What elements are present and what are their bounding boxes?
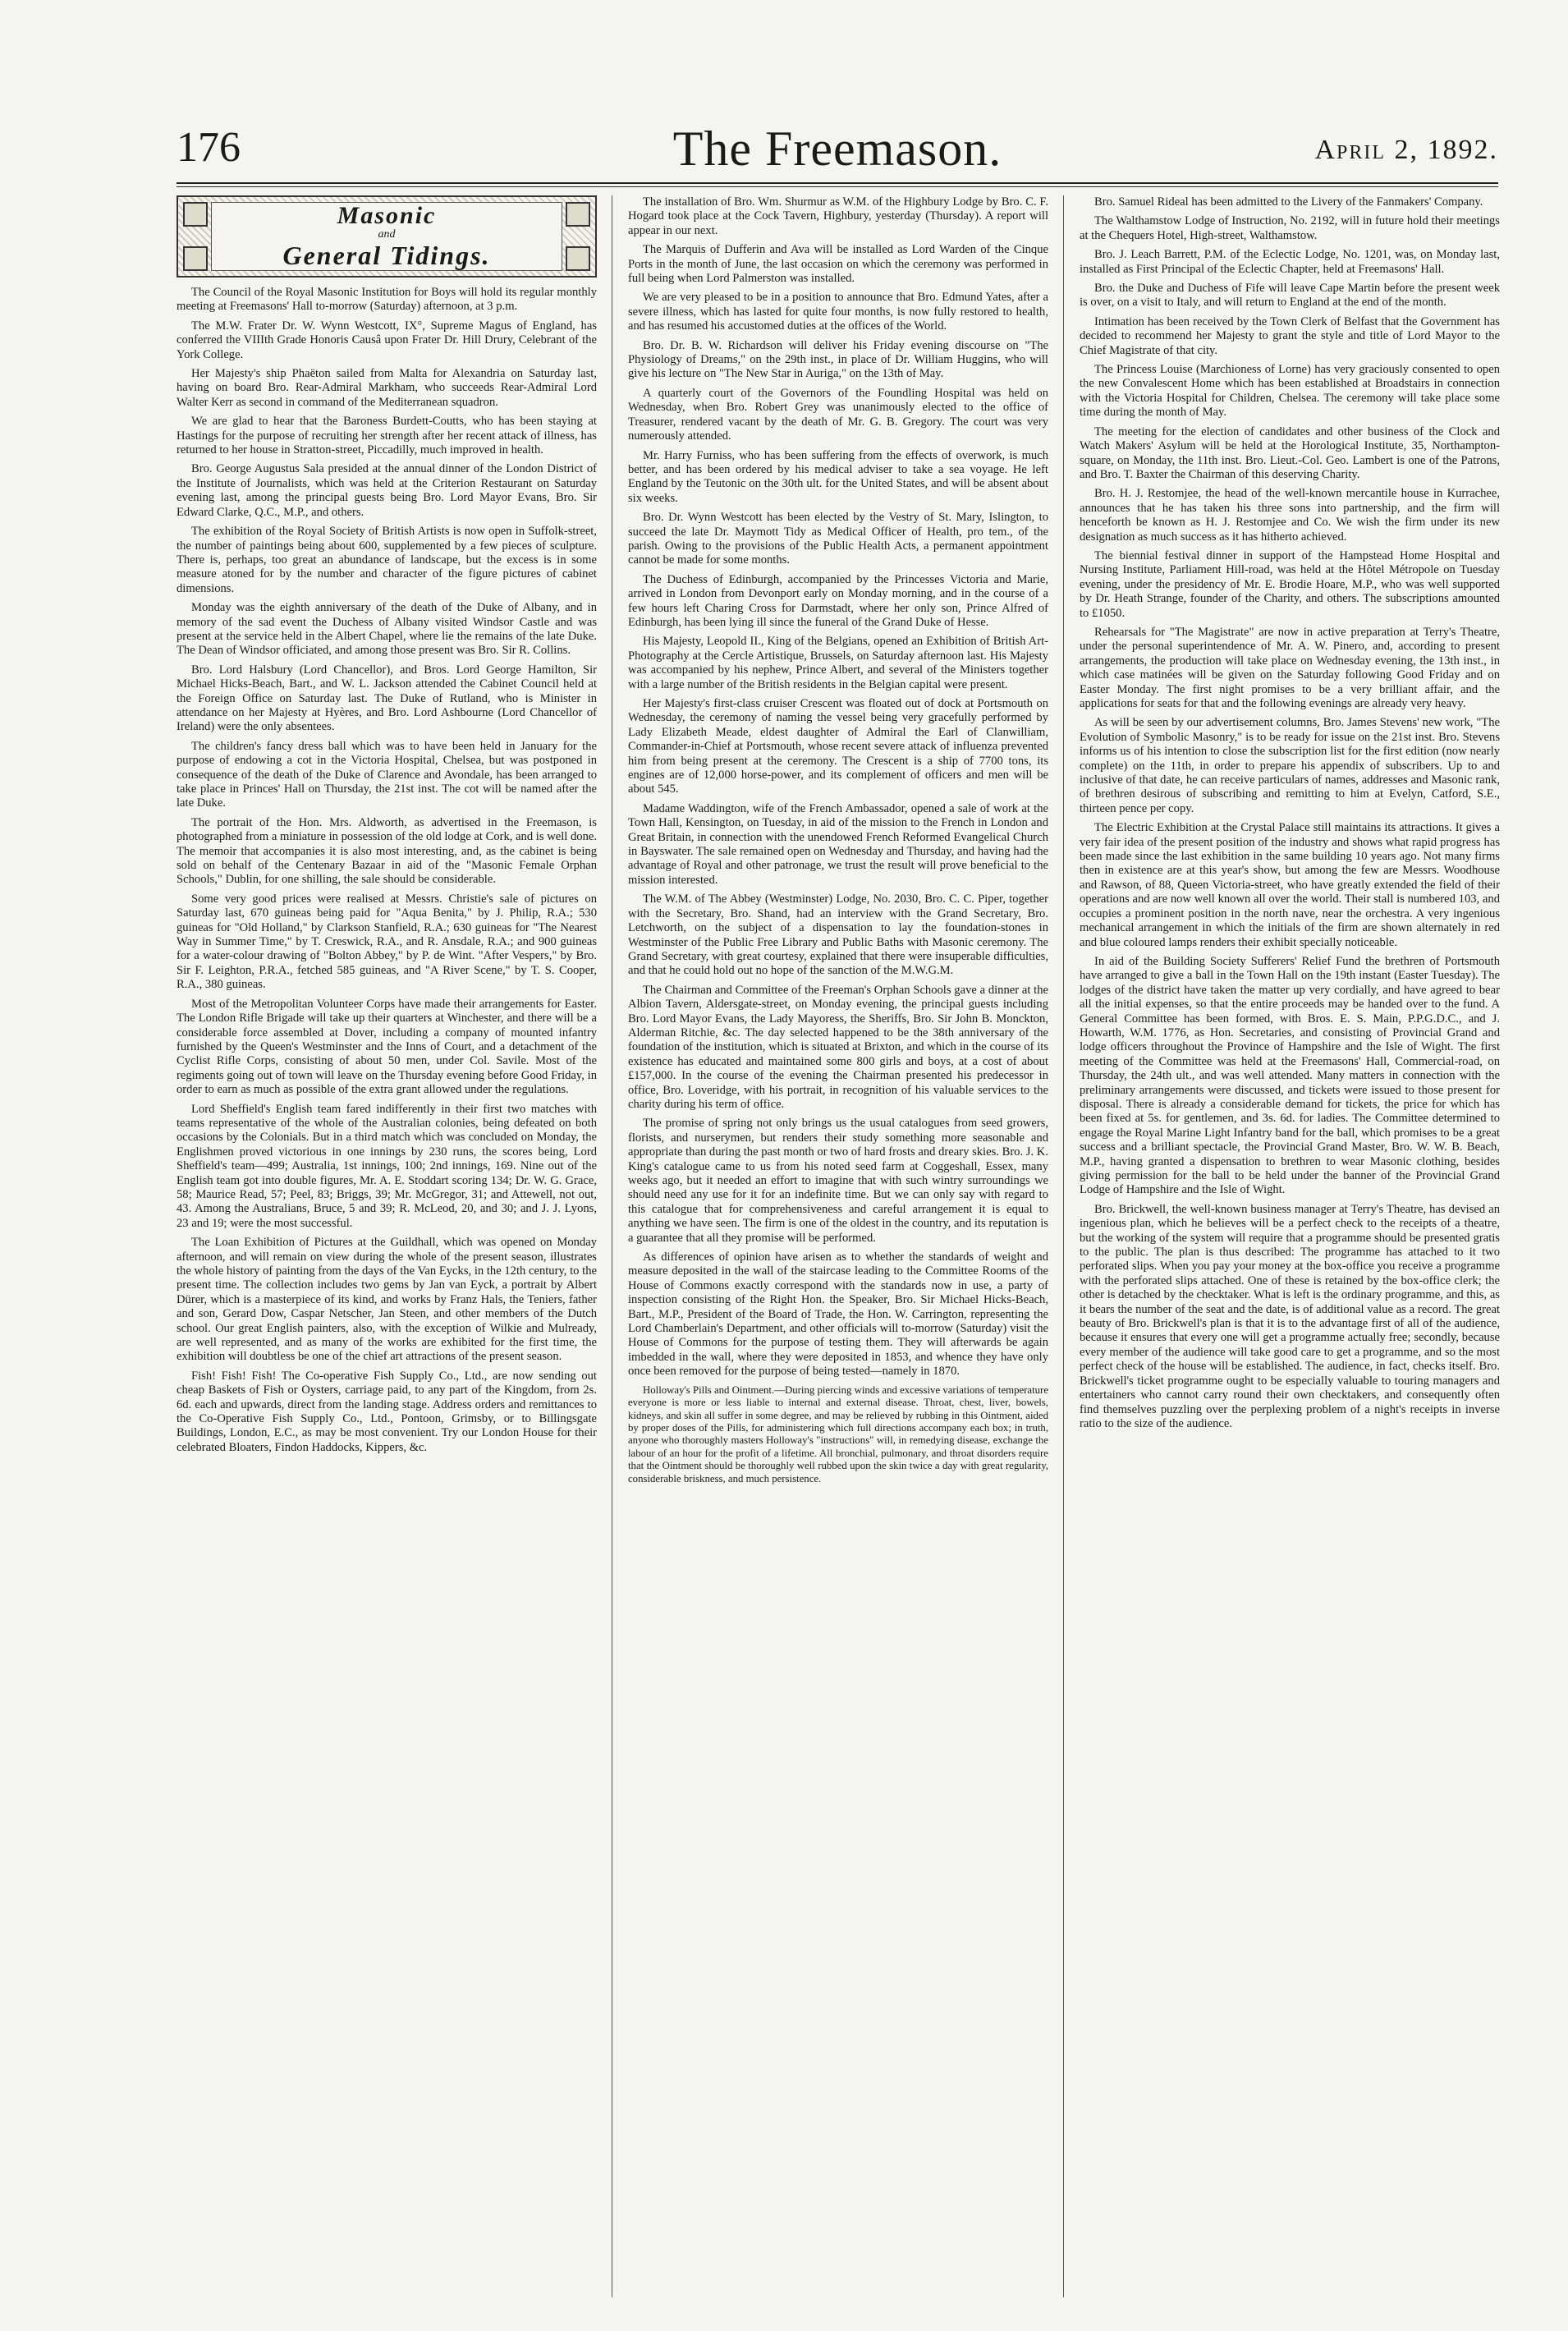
news-paragraph: Monday was the eighth anniversary of the death of the Duke of Albany, and in memory of the sad event the Duchess of Albany visited Windsor Castle and was present at the service held in the Albert Chapel, where lie the remains of the late Duke. The Dean of Windsor officiated, and among those present was Bro. Sir R. Collins. <box>177 601 597 658</box>
column-1 <box>177 195 597 2297</box>
news-paragraph: The meeting for the election of candidates and other business of the Clock and Watch Makers' Asylum will be held at the Horological Institute, 35, Northampton-square, on Monday, the 11th inst. Bro. Lieut.-Col. Geo. Lambert is one of the Patrons, and Bro. T. Baxter the Chairman of this deserving Charity. <box>1080 424 1500 481</box>
news-paragraph: Bro. the Duke and Duchess of Fife will leave Cape Martin before the present week is over, on a visit to Italy, and will return to England at the end of the month. <box>1080 282 1500 310</box>
news-paragraph: Her Majesty's ship Phaëton sailed from Malta for Alexandria on Saturday last, having on board Bro. Rear-Admiral Markham, who succeeds Rear-Admiral Lord Walter Kerr as second in command of the Mediterranean squadron. <box>177 367 597 409</box>
ornament-corner <box>183 202 208 227</box>
news-paragraph: As will be seen by our advertisement columns, Bro. James Stevens' new work, "The Evolution of Symbolic Masonry," is to be ready for issue on the 21st inst. Bro. Stevens informs us of his intention to close the subscription list for the first edition (now nearly complete) on the 11th, in order to prepare his appendix of subscribers. Up to and inclusive of that date, he can receive particulars of names, addresses and Masonic rank, of brethren desirous of subscribing and remitting to him at Evelyn, Catford, S.E., thirteen pence per copy. <box>1080 716 1500 815</box>
column-2 <box>628 195 1048 2297</box>
news-paragraph: The children's fancy dress ball which was to have been held in January for the purpose of endowing a cot in the Victoria Hospital, Chelsea, but was postponed in consequence of the death of the Duke of Clarence and Avondale, has been arranged to take place in Princes' Hall on Thursday, the 21st inst. The cot will be named after the late Duke. <box>177 739 597 810</box>
news-paragraph: Bro. George Augustus Sala presided at the annual dinner of the London District of the Institute of Journalists, which was held at the Criterion Restaurant on Saturday evening last, among the principal guests being Bro. Lord Mayor Evans, Bro. Sir Edward Clarke, Q.C., M.P., and others. <box>177 462 597 519</box>
news-paragraph: The Electric Exhibition at the Crystal Palace still maintains its attractions. It gives a very fair idea of the present position of the industry and shows what rapid progress has been made since the last exhibition in the same building 10 years ago. Not many firms then in existence are at this year's show, but among the few are Messrs. Woodhouse and Rawson, of 88, Queen Victoria-street, who have greatly extended the field of their operations and are now well known all over the world. Their stall is numbered 103, and occupies a prominent position in the north nave, near the orchestra. A very ingenious mechanical arrangement in which the initials of the firm are shown alternately in red and blue coloured lamps renders their exhibit specially noticeable. <box>1080 821 1500 949</box>
news-paragraph: We are very pleased to be in a position to announce that Bro. Edmund Yates, after a severe illness, which has lasted for quite four months, is now fully restored to health, and has resumed his accustomed duties at the offices of the World. <box>628 291 1048 333</box>
newspaper-title: The Freemason. <box>672 122 1002 176</box>
news-paragraph: Bro. H. J. Restomjee, the head of the well-known mercantile house in Kurrachee, announces that he has taken his three sons into partnership, and the firm will henceforth be known as H. J. Restomjee and Co. We wish the firm under its new designation as much success as it has hitherto achieved. <box>1080 487 1500 544</box>
ornament-corner <box>566 202 590 227</box>
section-heading-line-3: General Tidings. <box>282 241 491 270</box>
column-3-paragraphs <box>1080 195 1500 1431</box>
news-paragraph: In aid of the Building Society Sufferers' Relief Fund the brethren of Portsmouth have arranged to give a ball in the Town Hall on the 19th instant (Easter Tuesday). The lodges of the district have taken the matter up very cordially, and have agreed to bear all the initial expenses, so that the entire proceeds may be handed over to the fund. A General Committee has been formed, with Bros. E. S. Main, P.P.G.D.C., and J. Howarth, W.M. 1776, as Hon. Secretaries, and consisting of Provincial Grand and lodge officers throughout the Province of Hampshire and the Isle of Wight. The first meeting of the Committee was held at the Freemasons' Hall, Commercial-road, on Thursday, the 24th ult., and was well attended. Many matters in connection with the preliminary arrangements were discussed, and tickets were issued to those present for disposal. There is already a considerable demand for tickets, the price for which has been fixed at 5s. for gentlemen, and 3s. 6d. for ladies. The Committee determined to engage the Royal Marine Light Infantry band for the ball, which promises to be a great success and a brilliant spectacle, the Provincial Grand Master, Bro. W. W. B. Beach, M.P., having granted a dispensation to brethren to wear Masonic clothing, besides giving permission for the ball to be held under the banner of the Provincial Grand Lodge of Hampshire and the Isle of Wight. <box>1080 954 1500 1197</box>
news-paragraph: The installation of Bro. Wm. Shurmur as W.M. of the Highbury Lodge by Bro. C. F. Hogard took place at the Cock Tavern, Highbury, yesterday (Thursday). A report will appear in our next. <box>628 195 1048 237</box>
masthead-rule-thin <box>177 186 1498 187</box>
news-paragraph: The portrait of the Hon. Mrs. Aldworth, as advertised in the Freemason, is photographed from a miniature in possession of the old lodge at Cork, and is well done. The memoir that accompanies it is also most interesting, and, as the cabinet is being sold on behalf of the Centenary Bazaar in aid of the "Masonic Female Orphan Schools," Dublin, for one shilling, the sale should be considerable. <box>177 815 597 887</box>
section-heading-line-1: Masonic <box>337 202 437 229</box>
news-paragraph: His Majesty, Leopold II., King of the Belgians, opened an Exhibition of British Art-Photography at the Cercle Artistique, Brussels, on Saturday afternoon last. His Majesty was accompanied by his nephew, Prince Albert, and several of the Ministers together with a large number of the British residents in the Belgian capital were present. <box>628 635 1048 691</box>
news-paragraph: The Duchess of Edinburgh, accompanied by the Princesses Victoria and Marie, arrived in London from Devonport early on Monday morning, and in the course of a few hours left Charing Cross for Darmstadt, where her only son, Prince Alfred of Edinburgh, has been lying ill since the funeral of the Grand Duke of Hesse. <box>628 572 1048 629</box>
news-paragraph: Lord Sheffield's English team fared indifferently in their first two matches with teams representative of the whole of the Australian colonies, being defeated on both occasions by the Colonials. But in a third match which was concluded on Monday, the Englishmen proved victorious in one innings by 230 runs, the scores being, Lord Sheffield's team—499; Australia, 1st innings, 100; 2nd innings, 169. Nine out of the English team got into double figures, Mr. A. E. Stoddart scoring 134; Dr. W. G. Grace, 58; Maurice Read, 57; Peel, 83; Briggs, 39; Mr. McGregor, 31; and Attewell, not out, 43. Among the Australians, Bruce, 5 and 39; R. McLeod, 20, and 30; and J. J. Lyons, 23 and 19; were the most successful. <box>177 1102 597 1230</box>
news-paragraph: Her Majesty's first-class cruiser Crescent was floated out of dock at Portsmouth on Wednesday, the ceremony of naming the vessel being very gracefully performed by Lady Elizabeth Meade, eldest daughter of Admiral the Earl of Clanwilliam, Commander-in-Chief at Portsmouth, whose recent severe attack of influenza prevented him from being present at the ceremony. The Crescent is a ship of 7700 tons, its engines are of 12,000 horse-power, and its complement of officers and men will be about 545. <box>628 697 1048 796</box>
news-paragraph: The M.W. Frater Dr. W. Wynn Westcott, IX°, Supreme Magus of England, has conferred the VIIIth Grade Honoris Causâ upon Frater Dr. Hill Drury, Celebrant of the York College. <box>177 319 597 361</box>
column-1-paragraphs <box>177 286 597 1455</box>
news-paragraph: The Chairman and Committee of the Freeman's Orphan Schools gave a dinner at the Albion Tavern, Aldersgate-street, on Monday evening, the principal guests including Bro. Lord Mayor Evans, the Lady Mayoress, the Sheriffs, Bro. Sir John B. Monckton, Alderman Ritchie, &c. The day selected happened to be the 38th anniversary of the foundation of the institution, which is situated at Brixton, and which in the course of its existence has educated and maintained some 800 girls and boys, at a cost of about £157,000. In the course of the evening the Chairman presented his predecessor in office, Bro. Loveridge, with his portrait, in recognition of his valuable services to the charity during his term of office. <box>628 983 1048 1111</box>
news-paragraph: Some very good prices were realised at Messrs. Christie's sale of pictures on Saturday last, 670 guineas being paid for "Aqua Benita," by J. Philip, R.A.; 530 guineas for "Old Holland," by Clarkson Stanfield, R.A.; 630 guineas for "The Nearest Way in Summer Time," by T. Creswick, R.A., and R. Ansdale, R.A.; and 900 guineas for a water-colour drawing of "Bolton Abbey," by P. de Wint. "After Vespers," by Bro. Sir F. Leighton, P.R.A., fetched 585 guineas, and "A River Scene," by T. S. Cooper, R.A., 380 guineas. <box>177 892 597 992</box>
news-paragraph: Madame Waddington, wife of the French Ambassador, opened a sale of work at the Town Hall, Kensington, on Tuesday, in aid of the mission to the French in London and Great Britain, in connection with the unendowed French Reformed Evangelical Church in Bayswater. The sale remained open on Wednesday and Thursday, and having had the advantage of Royal and other patronage, we trust the result will prove beneficial to the mission interested. <box>628 801 1048 887</box>
news-paragraph: Fish! Fish! Fish! The Co-operative Fish Supply Co., Ltd., are now sending out cheap Baskets of Fish or Oysters, carriage paid, to any part of the Kingdom, from 2s. 6d. each and upwards, direct from the landing stage. Address orders and remittances to the Co-Operative Fish Supply Co., Ltd., Pontoon, Grimsby, or to Billingsgate Buildings, London, E.C., as may be most convenient. Try our London House for their celebrated Bloaters, Findon Haddocks, Kippers, &c. <box>177 1369 597 1454</box>
news-paragraph: Mr. Harry Furniss, who has been suffering from the effects of overwork, is much better, and has been ordered by his medical adviser to take a sea voyage. He left England by the Teutonic on the 30th ult. for the United States, and will be absent about six weeks. <box>628 448 1048 505</box>
news-paragraph: The promise of spring not only brings us the usual catalogues from seed growers, florists, and nurserymen, but renders their study something more seasonable and appropriate than during the past month or two of hard frosts and dreary skies. Bro. J. K. King's catalogue came to us from his noted seed farm at Coggeshall, Essex, many weeks ago, but it needed an effort to imagine that with such wintry surroundings we should need any use for it for an indefinite time. But we can only say with regard to this catalogue that for comprehensiveness and careful arrangement it is equal to anything we have seen. The firm is one of the oldest in the country, and its reputation is a guarantee that all they promise will be performed. <box>628 1117 1048 1245</box>
section-heading <box>211 202 562 271</box>
news-paragraph: Bro. Lord Halsbury (Lord Chancellor), and Bros. Lord George Hamilton, Sir Michael Hicks-Beach, Bart., and W. L. Jackson attended the Cabinet Council held at the Foreign Office on Saturday last. The Duke of Rutland, who is Minister in attendance on her Majesty at Hyères, and Bro. Lord Ashbourne (Lord Chancellor of Ireland) were the only absentees. <box>177 663 597 734</box>
news-paragraph: Bro. Brickwell, the well-known business manager at Terry's Theatre, has devised an ingenious plan, which he believes will be a perfect check to the receipts of a theatre, but the working of the system will require that a programme should be presented gratis to the public. The plan is thus described: The programme has attached to it two perforated slips. When you pay your money at the box-office you receive a programme with the perforated slips attached. One of these is retained by the box-office clerk; the other is detached by the checktaker. What is left is the ordinary programme, and this, as it bears the number of the seat and the date, is of additional value as a record. The great beauty of Bro. Brickwell's plan is that it is to the advantage first of all of the audience, because it ensures that every one will get a programme actually free; secondly, because every member of the audience will take good care to get a programme, and so the most perfect check of the house will be established. The audience, in fact, checks itself. Bro. Brickwell's ticket programme ought to be especially valuable to touring managers and entertainers who cannot carry round their own checktakers, and consequently often find themselves puzzling over the perplexing problem of a night's receipts in inverse ratio to the size of the audience. <box>1080 1202 1500 1430</box>
masthead <box>177 123 1498 177</box>
issue-date: April 2, 1892. <box>1314 135 1498 165</box>
news-paragraph: Intimation has been received by the Town Clerk of Belfast that the Government has decided to recommend her Majesty to grant the style and title of Lord Mayor to the Chief Magistrate of that city. <box>1080 314 1500 357</box>
news-paragraph: The Council of the Royal Masonic Institution for Boys will hold its regular monthly meeting at Freemasons' Hall to-morrow (Saturday) afternoon, at 3 p.m. <box>177 286 597 314</box>
news-paragraph: Most of the Metropolitan Volunteer Corps have made their arrangements for Easter. The London Rifle Brigade will take up their quarters at Winchester, and there will be a considerable force assembled at Dover, including a company of mounted infantry furnished by the Queen's Westminster and the Inns of Court, and a detachment of the Cyclist Rifle Corps, consisting of about 50 men, under Col. Savile. Most of the regiments going out of town will leave on the Thursday evening before Good Friday, in order to earn as much as possible of the extra grant allowed under the regulations. <box>177 997 597 1097</box>
column-3 <box>1080 195 1500 2297</box>
masthead-rule <box>177 182 1498 184</box>
news-paragraph: A quarterly court of the Governors of the Foundling Hospital was held on Wednesday, when Bro. Robert Grey was unanimously elected to the office of Treasurer, rendered vacant by the death of Mr. G. B. Gregory. The court was very numerously attended. <box>628 386 1048 443</box>
column-2-paragraphs <box>628 195 1048 1485</box>
news-paragraph: The Loan Exhibition of Pictures at the Guildhall, which was opened on Monday afternoon, and will remain on view during the whole of the present season, illustrates the whole history of painting from the days of the Van Eycks, in the 12th century, to the present time. The collection includes two gems by Jan van Eyck, a portrait by Albert Dürer, which is a masterpiece of its kind, and works by Franz Hals, the Teniers, father and son, Gerard Dow, Caspar Netscher, Jan Steen, and other members of the Dutch school. Our great English painters, also, with the exception of Wilkie and Mulready, are well represented, and as many of the works are exhibited for the first time, the exhibition will doubtless be one of the chief art attractions of the present season. <box>177 1236 597 1364</box>
column-divider <box>1063 195 1064 2297</box>
news-paragraph: The Princess Louise (Marchioness of Lorne) has very graciously consented to open the new Convalescent Home which has been established at Broadstairs in connection with the Victoria Hospital for Children, Chelsea. The ceremony will take place some time during the month of May. <box>1080 363 1500 420</box>
page-number: 176 <box>177 124 241 171</box>
news-paragraph: Bro. Samuel Rideal has been admitted to the Livery of the Fanmakers' Company. <box>1094 195 1483 209</box>
news-paragraph: Holloway's Pills and Ointment.—During piercing winds and excessive variations of temperature everyone is more or less liable to internal and external disease. Throat, chest, liver, bowels, kidneys, and skin all suffer in some degree, and may be relieved by rubbing in this Ointment, aided by proper doses of the Pills, for administering which full directions accompany each box; in truth, anyone who thoroughly masters Holloway's "instructions" will, in remedying disease, exchange the labour of an hour for the profit of a lifetime. All bronchial, pulmonary, and throat disorders require that the Ointment should be thoroughly well rubbed upon the skin twice a day with great regularity, considerable briskness, and much persistence. <box>628 1383 1048 1484</box>
news-paragraph: The Walthamstow Lodge of Instruction, No. 2192, will in future hold their meetings at the Chequers Hotel, High-street, Walthamstow. <box>1080 214 1500 242</box>
news-paragraph: Bro. J. Leach Barrett, P.M. of the Eclectic Lodge, No. 1201, was, on Monday last, installed as First Principal of the Eclectic Chapter, held at Freemasons' Hall. <box>1080 248 1500 276</box>
news-paragraph: As differences of opinion have arisen as to whether the standards of weight and measure deposited in the wall of the staircase leading to the Committee Rooms of the House of Commons exactly correspond with the standards now in use, a party of inspection consisting of the Right Hon. the Speaker, Bro. Sir Michael Hicks-Beach, Bart., M.P., President of the Board of Trade, the Hon. W. Carrington, representing the Lord Chamberlain's Department, and other officials will to-morrow (Saturday) visit the House of Commons for the purpose of testing them. They will afterwards be again imbedded in the wall, where they were deposited in 1853, and whence they have only once been removed for the purpose of being tested—namely in 1870. <box>628 1250 1048 1379</box>
news-paragraph: Bro. Dr. Wynn Westcott has been elected by the Vestry of St. Mary, Islington, to succeed the late Dr. Maymott Tidy as Medical Officer of Health, pro tem., of the parish. Owing to the provisions of the Public Health Acts, a permanent appointment cannot be made for some months. <box>628 511 1048 567</box>
ornament-corner <box>566 246 590 271</box>
news-paragraph: We are glad to hear that the Baroness Burdett-Coutts, who has been staying at Hastings for the purpose of recruiting her strength after her recent attack of illness, has returned to her house in Stratton-street, Piccadilly, much improved in health. <box>177 415 597 457</box>
news-paragraph: Bro. Dr. B. W. Richardson will deliver his Friday evening discourse on "The Physiology of Dreams," on the 29th inst., in place of Dr. William Huggins, who will give his lecture on "The New Star in Auriga," on the 13th of May. <box>628 338 1048 381</box>
section-heading-line-2: and <box>378 228 396 241</box>
news-paragraph: The W.M. of The Abbey (Westminster) Lodge, No. 2030, Bro. C. C. Piper, together with the Secretary, Bro. Shand, had an interview with the Grand Secretary, Bro. Letchworth, on the subject of a dispensation to lay the foundation-stones in Westminster of the Public Free Library and Public Baths with Masonic ceremony. The Grand Secretary, with great courtesy, explained that there were insuperable difficulties, and that he could hold out no hope of the sanction of the M.W.G.M. <box>628 892 1048 978</box>
section-banner <box>177 195 597 278</box>
news-paragraph: Rehearsals for "The Magistrate" are now in active preparation at Terry's Theatre, under the personal superintendence of Mr. A. W. Pinero, and, according to present arrangements, the production will take place on Wednesday evening, the 13th inst., in which case matinées will be given on the Saturday following Good Friday and on Easter Monday. The first night promises to be a very brilliant affair, and the applications for seats for that and the following evenings are already very heavy. <box>1080 625 1500 710</box>
news-paragraph: The exhibition of the Royal Society of British Artists is now open in Suffolk-street, the number of paintings being about 600, supplemented by a few pieces of sculpture. There is, perhaps, too great an abundance of landscape, but the excess is in some measure atoned for by the number and character of the figure pictures of cabinet dimensions. <box>177 525 597 595</box>
news-paragraph: The biennial festival dinner in support of the Hampstead Home Hospital and Nursing Institute, Parliament Hill-road, was held at the Hôtel Métropole on Tuesday evening, under the presidency of Mr. E. Brodie Hoare, M.P., who was well supported by Dr. Heath Strange, founder of the Charity, and others. The subscriptions amounted to £1050. <box>1080 548 1500 620</box>
ornament-corner <box>183 246 208 271</box>
news-paragraph: The Marquis of Dufferin and Ava will be installed as Lord Warden of the Cinque Ports in the month of June, the last occasion on which the ceremony was performed in full being when Lord Palmerston was installed. <box>628 243 1048 286</box>
